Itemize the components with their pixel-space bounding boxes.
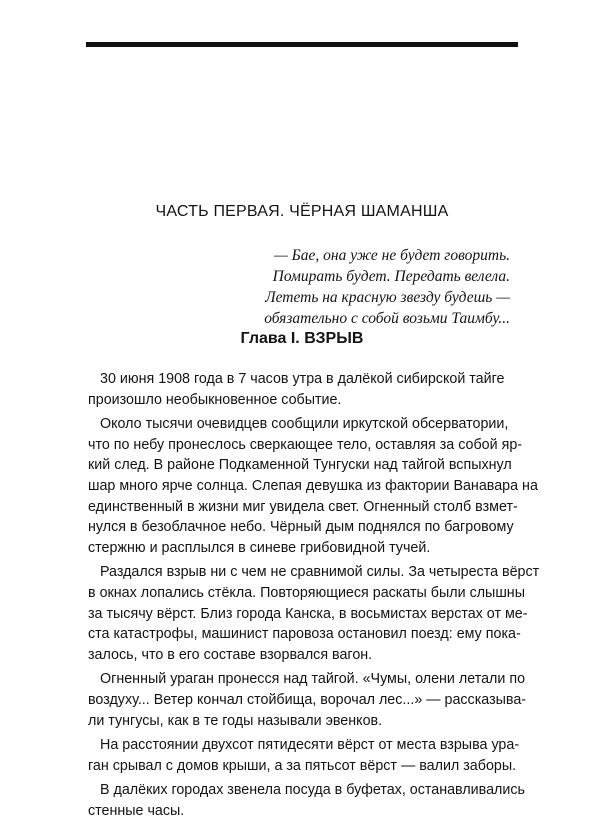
paragraph	[88, 669, 527, 731]
text-line: воздуху... Ветер кончал стойбища, ворочал лес...» — рассказыва-	[88, 691, 527, 708]
epigraph-line: Лететь на красную звезду будешь —	[265, 289, 510, 306]
text-line: единственный в жизни миг увидела свет. Огненный столб взмет-	[88, 498, 518, 515]
body-text	[88, 369, 540, 825]
text-line: стержню и расплылся в синеве грибовидной тучей.	[88, 539, 431, 556]
header-rule	[86, 42, 518, 47]
text-line: Около тысячи очевидцев сообщили иркутской обсерватории,	[100, 416, 509, 433]
text-line: что по небу пронеслось сверкающее тело, оставляя за собой яр-	[88, 436, 523, 453]
paragraph	[88, 735, 518, 776]
text-line: Раздался взрыв ни с чем не сравнимой силы. За четыреста вёрст	[100, 564, 540, 581]
epigraph-line: обязательно с собой возьми Таимбу...	[264, 310, 510, 327]
paragraph	[88, 369, 518, 410]
text-line: ли тунгусы, как в те годы называли эвенков.	[88, 712, 383, 729]
text-line: залось, что в его составе взорвался вагон.	[88, 646, 373, 663]
text-line: ган срывал с домов крыши, а за пятьсот вёрст — валил заборы.	[88, 757, 517, 774]
chapter-title: Глава I. ВЗРЫВ	[240, 330, 364, 347]
paragraph	[88, 780, 525, 821]
part-title: ЧАСТЬ ПЕРВАЯ. ЧЁРНАЯ ШАМАНША	[155, 203, 449, 220]
text-line: нулся в безоблачное небо. Чёрный дым поднялся по багровому	[88, 519, 514, 536]
text-line: в окнах лопались стёкла. Повторяющиеся раскаты были слышны	[88, 584, 525, 601]
text-line: В далёких городах звенела посуда в буфетах, останавливались	[100, 782, 525, 799]
text-line: Огненный ураган пронесся над тайгой. «Чумы, олени летали по	[100, 671, 526, 688]
epigraph-line: Помирать будет. Передать велела.	[272, 268, 510, 285]
text-line: 30 июня 1908 года в 7 часов утра в далёкой сибирской тайге	[100, 371, 505, 387]
paragraph	[88, 562, 540, 665]
epigraph	[210, 245, 510, 329]
text-line: шар много ярче солнца. Слепая девушка из фактории Ванавара на	[88, 477, 538, 494]
text-line: стенные часы.	[88, 802, 185, 819]
paragraph	[88, 414, 538, 558]
text-line: ста катастрофы, машинист паровоза остановил поезд: ему пока-	[88, 626, 521, 643]
text-line: На расстоянии двухсот пятидесяти вёрст от места взрыва ура-	[100, 737, 520, 754]
text-line: за тысячу вёрст. Близ города Канска, в восьмистах верстах от ме-	[88, 605, 528, 622]
epigraph-line: — Бае, она уже не будет говорить.	[273, 247, 510, 264]
text-line: произошло необыкновенное событие.	[88, 391, 342, 408]
text-line: кий след. В районе Подкаменной Тунгуски над тайгой вспыхнул	[88, 457, 512, 474]
